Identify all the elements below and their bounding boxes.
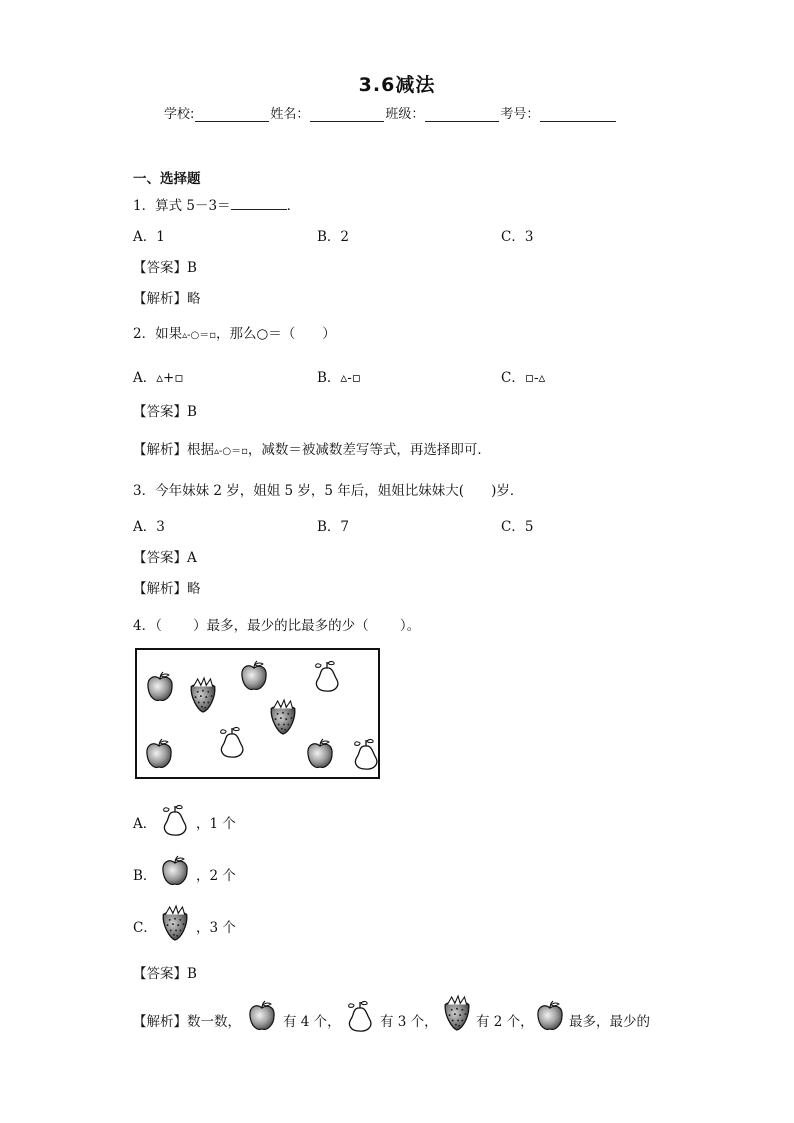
q4-analysis-lead: 【解析】数一数， [133,1014,241,1030]
q1-analysis: 【解析】略 [133,291,201,307]
q2-answer: 【答案】B [133,404,197,420]
q4-option-c-letter: C． [133,920,157,936]
fruit-picture [135,648,380,779]
strawberry-icon [187,674,219,716]
q1-stem-end: ． [286,198,301,214]
class-label: 班级： [385,107,425,122]
q4-option-b-text: ，2 个 [196,868,236,884]
q3-answer: 【答案】A [133,550,197,566]
q4-answer: 【答案】B [133,966,197,982]
question-1-stem [133,194,300,214]
q2-stem-text: 2．如果 [133,326,183,342]
q1-option-a: A．1 [133,229,165,245]
q4-analysis-strawberry-count: 有 2 个， [476,1014,534,1030]
pear-icon [345,998,375,1034]
apple-icon [239,659,269,693]
q3-analysis: 【解析】略 [133,581,201,597]
strawberry-icon [159,902,191,944]
q2-option-c: C．▫-▵ [501,370,546,386]
name-blank [310,107,384,122]
q2-analysis-expression: ▵-○＝▫ [214,446,248,457]
student-info-line [164,103,617,122]
q3-option-a: A．3 [133,519,165,535]
q1-stem-text: 1．算式 5－3＝ [133,198,231,214]
apple-icon [145,670,175,704]
name-label: 姓名： [270,107,310,122]
q3-option-c: C．5 [501,519,534,535]
apple-icon [305,737,335,771]
apple-icon [160,854,190,888]
q4-option-a-letter: A． [133,816,157,832]
q2-option-a: A．▵+▫ [133,370,184,386]
q2-analysis [133,438,491,458]
q1-option-c: C．3 [501,229,534,245]
pear-icon [217,724,247,760]
page-title: 3.6减法 [358,74,436,96]
q4-analysis-apple-count: 有 4 个， [283,1014,341,1030]
q4-analysis-end: 最多，最少的 [569,1014,650,1030]
strawberry-icon [441,992,473,1034]
q4-analysis-pear-count: 有 3 个， [380,1014,438,1030]
q2-analysis-end: ，减数＝被减数差写等式，再选择即可． [247,442,491,458]
question-3-stem: 3．今年妹妹 2 岁，姐姐 5 岁，5 年后，姐姐比妹妹大( )岁． [133,483,524,499]
exam-no-blank [540,107,616,122]
exam-no-label: 考号： [500,107,540,122]
strawberry-icon [267,696,299,738]
q2-stem-end: ，那么○＝（ ） [216,326,336,342]
q4-option-c-text: ，3 个 [196,920,236,936]
pear-icon [351,736,381,772]
question-4-stem: 4．（ ）最多，最少的比最多的少（ ）。 [133,618,421,634]
q2-expression: ▵-○＝▫ [182,330,216,341]
school-label: 学校: [164,107,195,122]
pear-icon [160,802,190,838]
school-blank [195,107,269,122]
q4-option-a-text: ，1 个 [196,816,236,832]
apple-icon [535,999,565,1033]
q2-option-b: B．▵-▫ [317,370,361,386]
q1-answer: 【答案】B [133,260,197,276]
section-heading: 一、选择题 [133,171,201,187]
q1-option-b: B．2 [317,229,350,245]
q4-option-b-letter: B． [133,868,157,884]
q2-analysis-text: 【解析】根据 [133,442,214,458]
apple-icon [247,999,277,1033]
class-blank [425,107,499,122]
question-2-stem [133,322,336,342]
apple-icon [144,737,174,771]
q1-answer-blank [231,197,287,210]
q3-option-b: B．7 [317,519,350,535]
pear-icon [312,658,342,694]
